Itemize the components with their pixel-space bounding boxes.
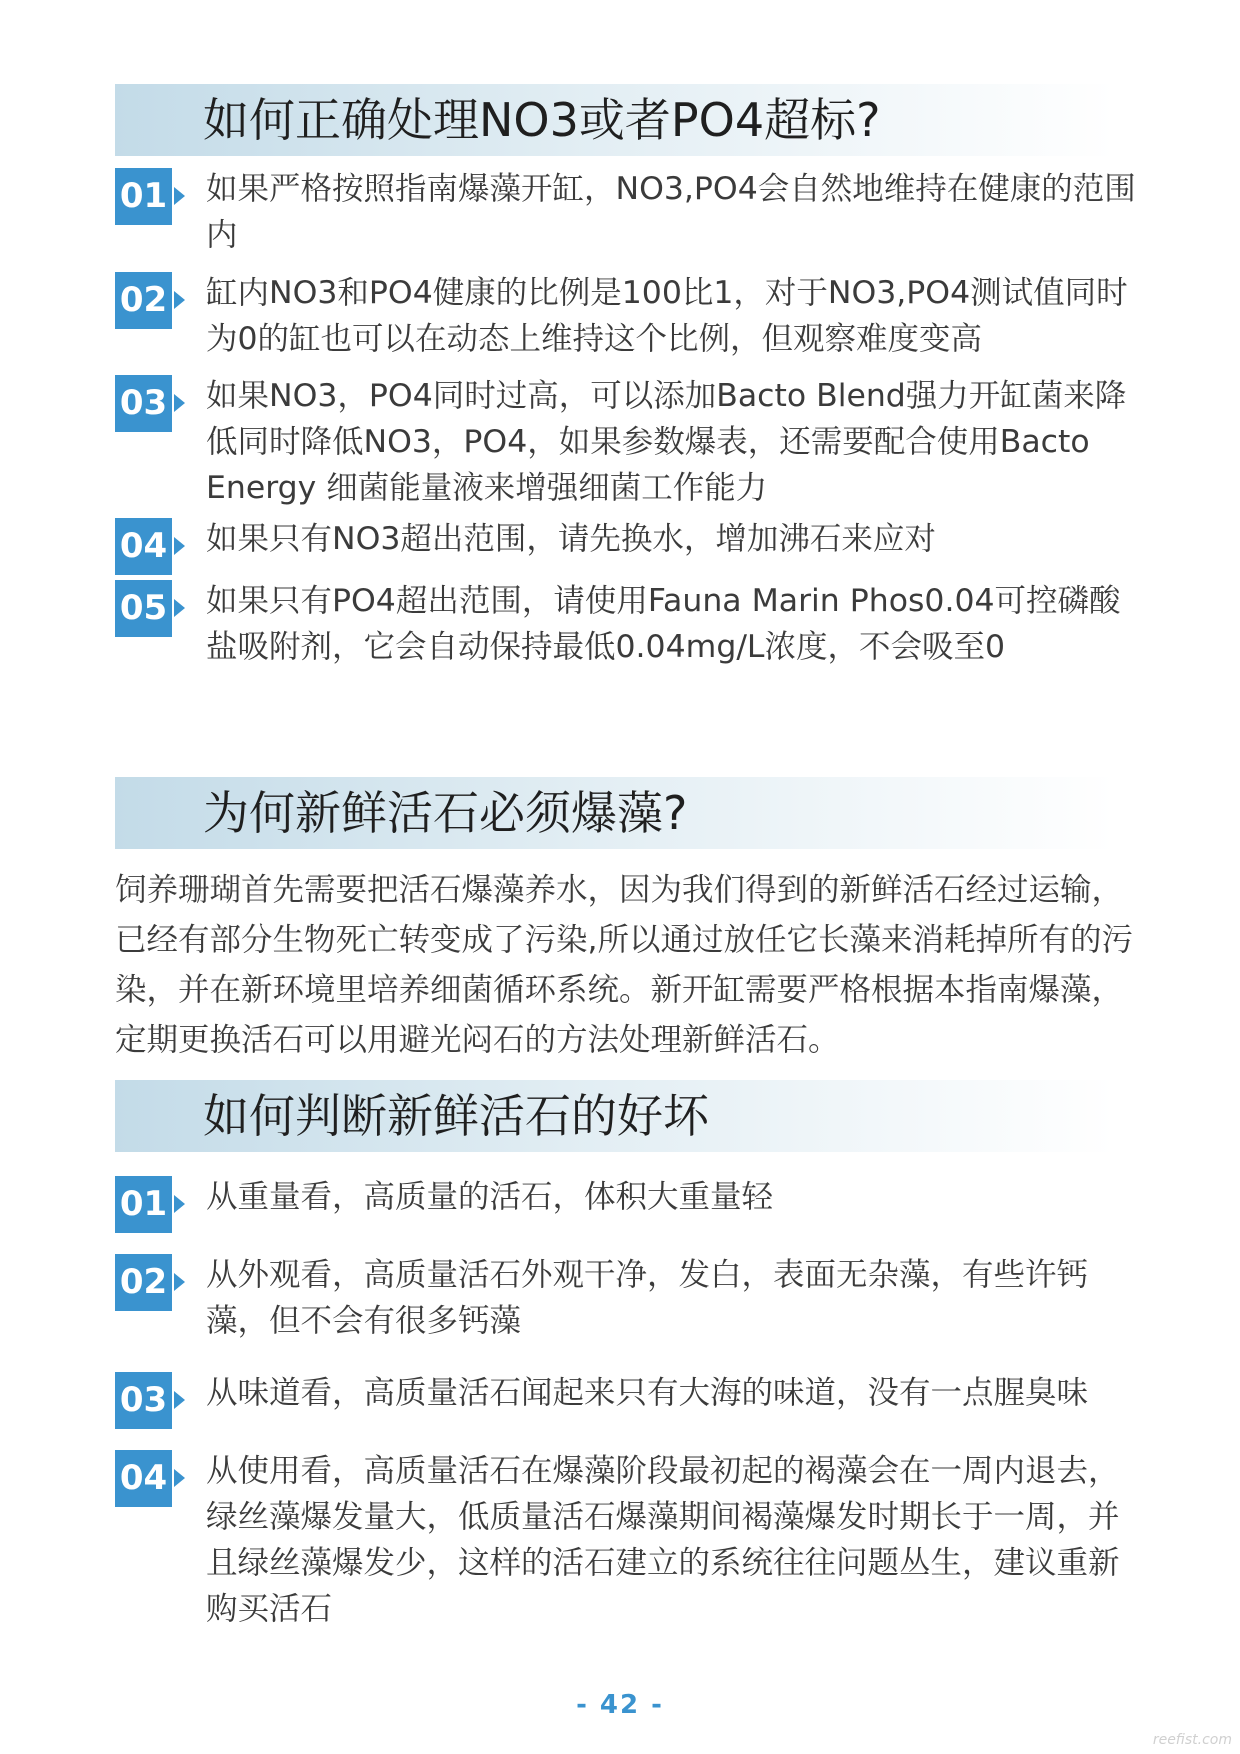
- badge-arrow-icon: [174, 1469, 185, 1487]
- item-number-badge: 04: [115, 1450, 172, 1507]
- list-item: [115, 270, 1135, 362]
- badge-arrow-icon: [174, 1273, 185, 1291]
- page-number: - 42 -: [576, 1690, 664, 1720]
- list-item: [115, 1448, 1135, 1634]
- item-text: 缸内NO3和PO4健康的比例是100比1，对于NO3,PO4测试值同时为0的缸也可以在动态上维持这个比例，但观察难度变高: [206, 275, 1128, 357]
- item-text: 从重量看，高质量的活石，体积大重量轻: [206, 1179, 774, 1215]
- item-number-badge: 04: [115, 518, 172, 575]
- item-text: 从味道看，高质量活石闻起来只有大海的味道，没有一点腥臭味: [206, 1375, 1089, 1411]
- badge-arrow-icon: [174, 1391, 185, 1409]
- section-header-2: [115, 777, 1115, 849]
- item-text: 从外观看，高质量活石外观干净，发白，表面无杂藻，有些许钙藻，但不会有很多钙藻: [206, 1257, 1089, 1339]
- list-item: [115, 578, 1135, 670]
- item-number-badge: 03: [115, 1372, 172, 1429]
- item-number-badge: 02: [115, 272, 172, 329]
- list-item: [115, 1252, 1135, 1344]
- badge-arrow-icon: [174, 187, 185, 205]
- badge-arrow-icon: [174, 1195, 185, 1213]
- list-item: [115, 1174, 1135, 1234]
- item-text: 如果只有NO3超出范围，请先换水，增加沸石来应对: [206, 521, 936, 557]
- item-number-badge: 05: [115, 580, 172, 637]
- badge-arrow-icon: [174, 537, 185, 555]
- section-title: 如何判断新鲜活石的好坏: [203, 1089, 709, 1143]
- item-number-badge: 01: [115, 1176, 172, 1233]
- badge-arrow-icon: [174, 394, 185, 412]
- item-text: 从使用看，高质量活石在爆藻阶段最初起的褐藻会在一周内退去，绿丝藻爆发量大，低质量活石爆藻期间褐藻爆发时期长于一周，并且绿丝藻爆发少，这样的活石建立的系统往往问题丛生，建议重新购买活石: [206, 1453, 1120, 1627]
- item-text: 如果NO3，PO4同时过高，可以添加Bacto Blend强力开缸菌来降低同时降低NO3，PO4，如果参数爆表，还需要配合使用Bacto Energy 细菌能量液来增强细菌工作能力: [206, 378, 1127, 506]
- list-item: [115, 516, 1135, 574]
- badge-arrow-icon: [174, 599, 185, 617]
- item-number-badge: 03: [115, 375, 172, 432]
- item-number-badge: 02: [115, 1254, 172, 1311]
- badge-arrow-icon: [174, 291, 185, 309]
- section-paragraph: 饲养珊瑚首先需要把活石爆藻养水，因为我们得到的新鲜活石经过运输，已经有部分生物死亡转变成了污染,所以通过放任它长藻来消耗掉所有的污染，并在新环境里培养细菌循环系统。新开缸需要严格根据本指南爆藻，定期更换活石可以用避光闷石的方法处理新鲜活石。: [115, 872, 1134, 1058]
- list-item: [115, 166, 1135, 258]
- list-item: [115, 1370, 1135, 1430]
- section-header-3: [115, 1080, 1115, 1152]
- section-header-1: [115, 84, 1115, 156]
- watermark: reefist.com: [1152, 1732, 1232, 1748]
- item-number-badge: 01: [115, 168, 172, 225]
- section-title: 如何正确处理NO3或者PO4超标?: [203, 93, 881, 147]
- list-item: [115, 373, 1135, 511]
- section-title: 为何新鲜活石必须爆藻?: [203, 786, 688, 840]
- item-text: 如果严格按照指南爆藻开缸，NO3,PO4会自然地维持在健康的范围内: [206, 171, 1136, 253]
- item-text: 如果只有PO4超出范围，请使用Fauna Marin Phos0.04可控磷酸盐吸附剂，它会自动保持最低0.04mg/L浓度，不会吸至0: [206, 583, 1121, 665]
